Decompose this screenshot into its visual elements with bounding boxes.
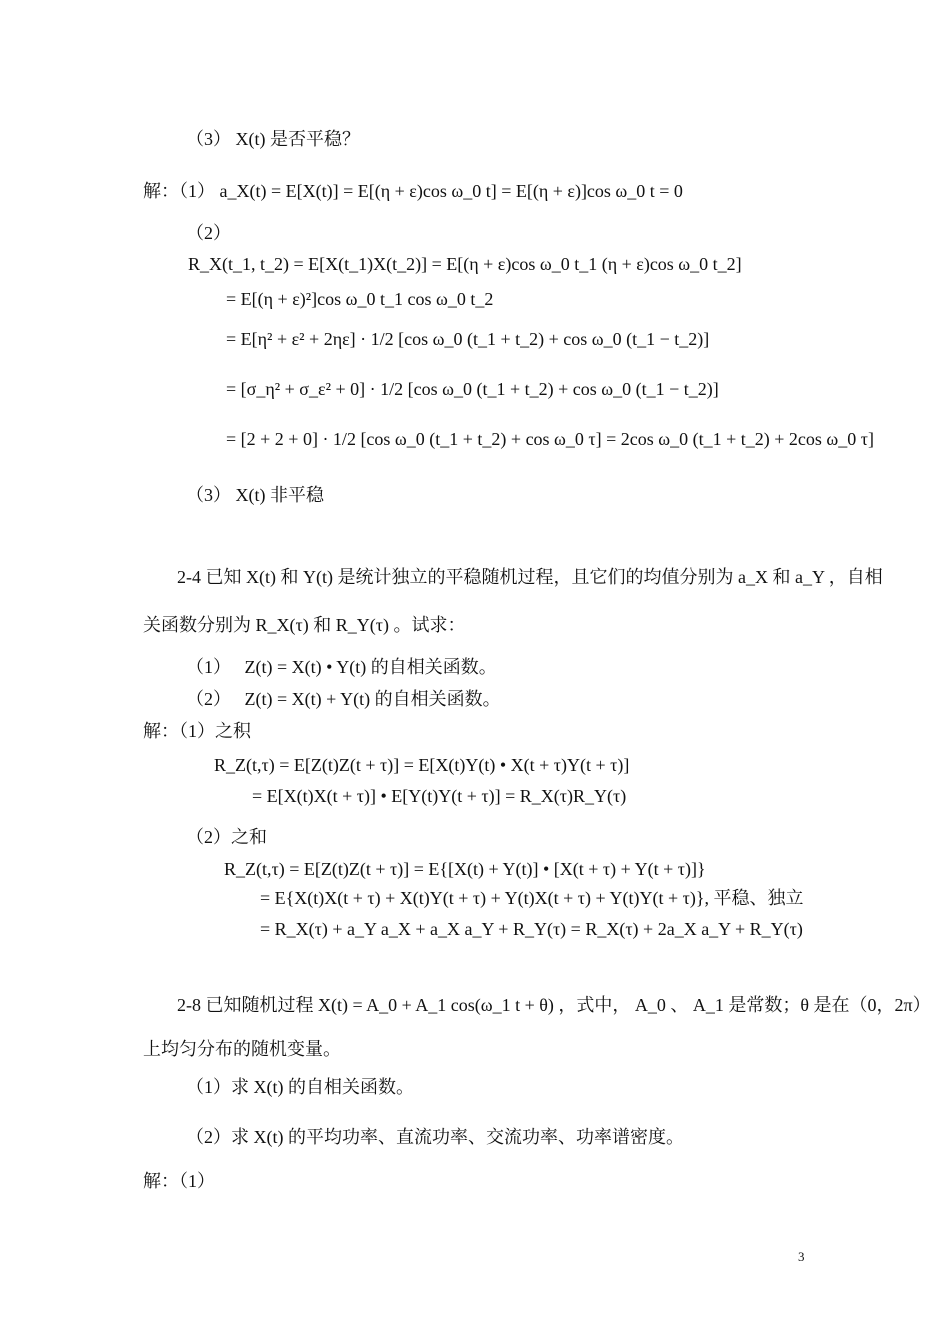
problem-heading: 2-4 已知 X(t) 和 Y(t) 是统计独立的平稳随机过程，且它们的均值分别为 a_X 和 a_Y ，自相 — [177, 567, 883, 587]
text-line: （3） X(t) 是否平稳？ — [186, 129, 360, 149]
text-line: 解：（1） a_X(t) = E[X(t)] = E[(η + ε)cos ω_0 t] = E[(η + ε)]cos ω_0 t = 0 — [143, 181, 683, 201]
equation-line: = E{X(t)X(t + τ) + X(t)Y(t + τ) + Y(t)X(t + τ) + Y(t)Y(t + τ)}, 平稳、独立 — [260, 888, 804, 908]
equation-line: = [σ_η² + σ_ε² + 0] · 1/2 [cos ω_0 (t_1 + t_2) + cos ω_0 (t_1 − t_2)] — [226, 379, 719, 399]
equation-line: R_X(t_1, t_2) = E[X(t_1)X(t_2)] = E[(η + ε)cos ω_0 t_1 (η + ε)cos ω_0 t_2] — [188, 254, 742, 274]
problem-heading: 2-8 已知随机过程 X(t) = A_0 + A_1 cos(ω_1 t + θ) ，式中， A_0 、 A_1 是常数；θ 是在（0，2π） — [177, 995, 931, 1015]
text-line: 解：（1） — [143, 1171, 215, 1191]
text-line: 解：（1）之积 — [143, 721, 251, 741]
equation-line: = E[(η + ε)²]cos ω_0 t_1 cos ω_0 t_2 — [226, 289, 494, 309]
equation-line: = [2 + 2 + 0] · 1/2 [cos ω_0 (t_1 + t_2) + cos ω_0 τ] = 2cos ω_0 (t_1 + t_2) + 2cos ω_0 τ] — [226, 429, 874, 449]
equation-line: R_Z(t,τ) = E[Z(t)Z(t + τ)] = E[X(t)Y(t) • X(t + τ)Y(t + τ)] — [214, 755, 630, 775]
text-line: （1）求 X(t) 的自相关函数。 — [186, 1077, 414, 1097]
equation-line: = E[X(t)X(t + τ)] • E[Y(t)Y(t + τ)] = R_X(τ)R_Y(τ) — [252, 786, 627, 806]
text-line: （1） Z(t) = X(t) • Y(t) 的自相关函数。 — [186, 657, 497, 677]
equation-line: R_Z(t,τ) = E[Z(t)Z(t + τ)] = E{[X(t) + Y(t)] • [X(t + τ) + Y(t + τ)]} — [224, 859, 706, 879]
equation-line: = E[η² + ε² + 2ηε] · 1/2 [cos ω_0 (t_1 + t_2) + cos ω_0 (t_1 − t_2)] — [226, 329, 710, 349]
text-line: （2） — [186, 223, 231, 243]
text-line: （2）求 X(t) 的平均功率、直流功率、交流功率、功率谱密度。 — [186, 1127, 684, 1147]
text-line: 关函数分别为 R_X(τ) 和 R_Y(τ) 。试求： — [143, 615, 466, 635]
text-line: （3） X(t) 非平稳 — [186, 485, 324, 505]
text-line: （2） Z(t) = X(t) + Y(t) 的自相关函数。 — [186, 689, 501, 709]
text-line: 上均匀分布的随机变量。 — [143, 1039, 341, 1059]
equation-line: = R_X(τ) + a_Y a_X + a_X a_Y + R_Y(τ) = R_X(τ) + 2a_X a_Y + R_Y(τ) — [260, 919, 803, 939]
page-number: 3 — [798, 1249, 805, 1264]
text-line: （2）之和 — [186, 827, 267, 847]
